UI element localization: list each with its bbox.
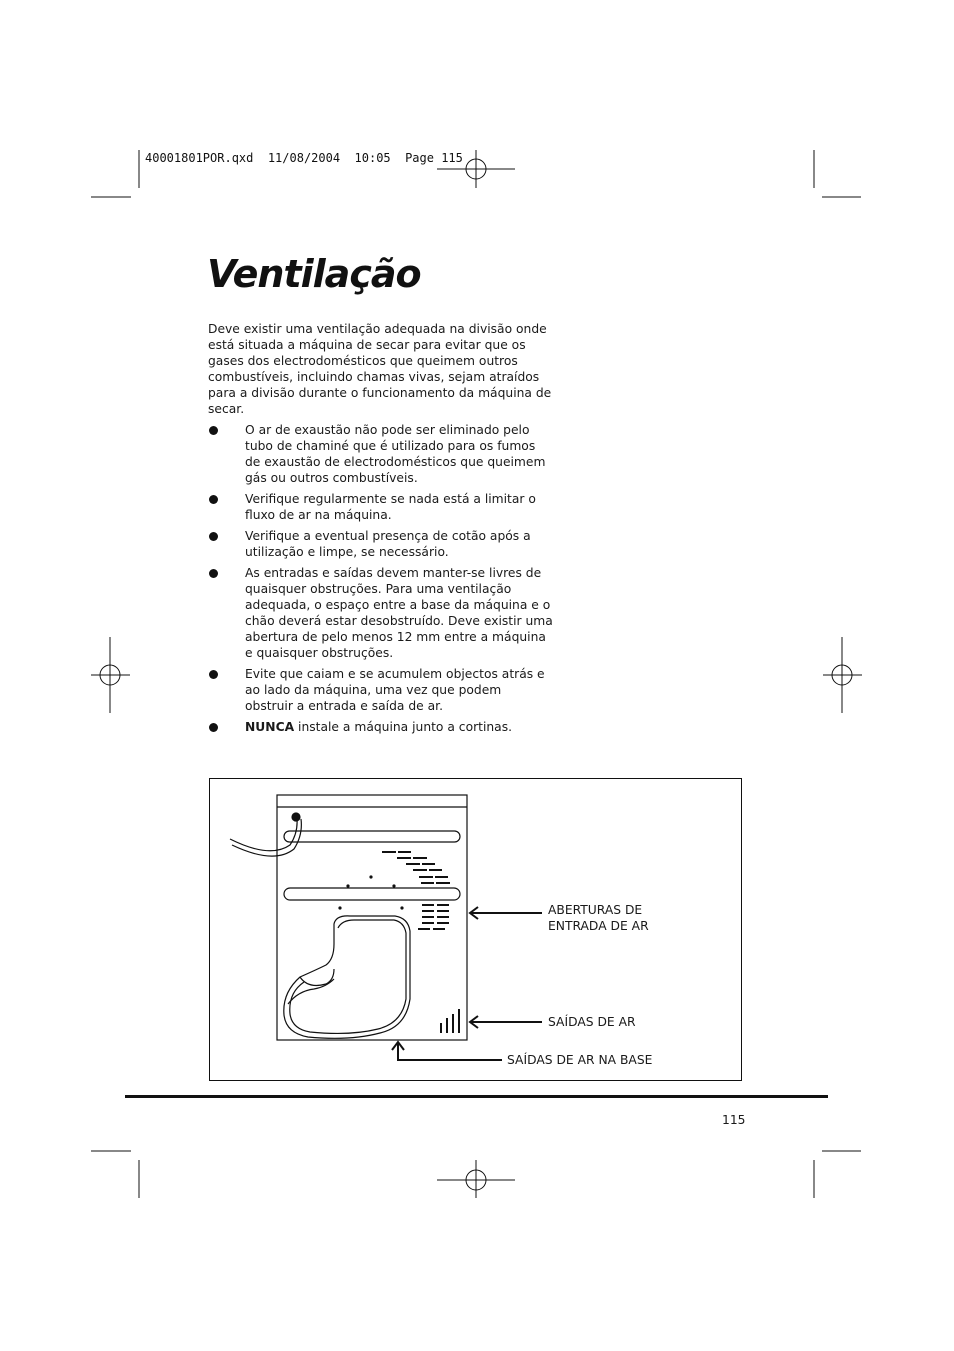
label-air-inlet: [548, 902, 649, 934]
bullet-icon: [209, 569, 218, 578]
bullet-list: [208, 422, 553, 735]
bullet-icon: [209, 495, 218, 504]
dryer-illustration: [210, 779, 743, 1082]
page-number: 115: [722, 1113, 746, 1127]
body-content: [208, 321, 553, 740]
label-air-inlet-line2: ENTRADA DE AR: [548, 919, 649, 933]
label-base-outlet: SAÍDAS DE AR NA BASE: [507, 1053, 653, 1067]
list-item-text: Evite que caiam e se acumulem objectos atrás e ao lado da máquina, uma vez que podem obstruir a entrada e saída de ar.: [245, 667, 545, 713]
warning-word: NUNCA: [245, 720, 295, 734]
label-air-outlet: SAÍDAS DE AR: [548, 1015, 636, 1029]
list-item: [208, 565, 553, 661]
list-item-text: instale a máquina junto a cortinas.: [294, 720, 513, 734]
intro-paragraph: Deve existir uma ventilação adequada na divisão onde está situada a máquina de secar para evitar que os gases dos electrodomésticos que queimem outros combustíveis, incluindo chamas vivas, sejam atraídos para a divisão durante o funcionamento da máquina de secar.: [208, 322, 552, 416]
list-item-text: Verifique regularmente se nada está a limitar o fluxo de ar na máquina.: [245, 492, 536, 522]
bullet-icon: [209, 532, 218, 541]
list-item: [208, 719, 553, 735]
list-item-text: O ar de exaustão não pode ser eliminado pelo tubo de chaminé que é utilizado para os fumos de exaustão de electrodomésticos que queimem gás ou outros combustíveis.: [245, 423, 546, 485]
page-title: Ventilação: [207, 252, 421, 296]
bullet-icon: [209, 426, 218, 435]
list-item-text: As entradas e saídas devem manter-se livres de quaisquer obstruções. Para uma ventilação adequada, o espaço entre a base da máquina e o chão deverá estar desobstruído. Deve existir uma abertura de pelo menos 12 mm entre a máquina e quaisquer obstruções.: [245, 566, 553, 660]
list-item: [208, 491, 553, 523]
bullet-icon: [209, 670, 218, 679]
ventilation-figure: [209, 778, 742, 1081]
file-slug: 40001801POR.qxd 11/08/2004 10:05 Page 115: [145, 151, 463, 165]
footer-rule: [125, 1095, 828, 1098]
bullet-icon: [209, 723, 218, 732]
list-item: [208, 422, 553, 486]
list-item: [208, 528, 553, 560]
list-item-text: Verifique a eventual presença de cotão após a utilização e limpe, se necessário.: [245, 529, 531, 559]
list-item: [208, 666, 553, 714]
label-air-inlet-line1: ABERTURAS DE: [548, 903, 643, 917]
